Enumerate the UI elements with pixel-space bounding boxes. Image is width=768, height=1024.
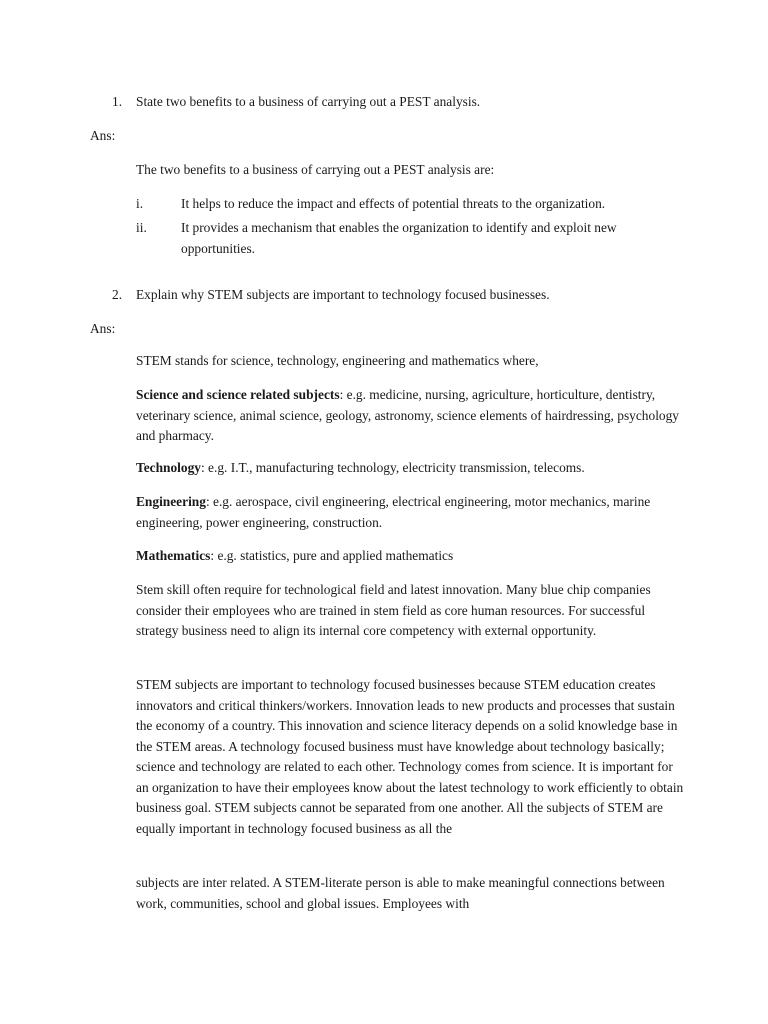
answer-1-label: Ans: [90,128,116,143]
answer-1-point-1-text: It helps to reduce the impact and effects of potential threats to the organization. [181,196,606,211]
definition-science-text: : e.g. medicine, nursing, agriculture, horticulture, dentistry, veterinary science, animal science, geology, astronomy, science elements of hairdressing, psychology and pharmacy. [136,387,679,443]
definition-science [136,385,684,447]
paragraph-inter-related: subjects are inter related. A STEM-literate person is able to make meaningful connections between work, communities, school and global issues. Employees with [136,875,665,911]
definition-engineering [136,492,684,533]
question-1-text: State two benefits to a business of carrying out a PEST analysis. [136,94,481,109]
definition-engineering-term: Engineering [136,494,206,509]
question-1-number: 1. [112,94,123,109]
answer-2-label: Ans: [90,321,116,336]
definition-technology-text: : e.g. I.T., manufacturing technology, electricity transmission, telecoms. [200,460,585,475]
definition-technology [136,458,684,479]
definition-science-term: Science and science related subjects [136,387,340,402]
paragraph-stem-importance: STEM subjects are important to technology focused businesses because STEM education creates innovators and critical thinkers/workers. Innovation leads to new products and processes that sustain the economy of a country. This innovation and science literacy depends on a solid knowledge base in the STEM areas. A technology focused business must have knowledge about technology basically; science and technology are related to each other. Technology comes from science. It is important for an organization to have their employees know about the latest technology to work efficiently to obtain business goal. STEM subjects cannot be separated from one another. All the subjects of STEM are equally important in technology focused business as all the [136,677,684,836]
definition-mathematics-text: : e.g. statistics, pure and applied mathematics [210,548,454,563]
definition-mathematics [136,546,684,567]
definition-technology-term: Technology [136,460,201,475]
definition-engineering-text: : e.g. aerospace, civil engineering, electrical engineering, motor mechanics, marine engineering, power engineering, construction. [136,494,651,530]
definition-mathematics-term: Mathematics [136,548,211,563]
paragraph-stem-skill: Stem skill often require for technological field and latest innovation. Many blue chip companies consider their employees who are trained in stem field as core human resources. For successful strategy business need to align its internal core competency with external opportunity. [136,582,651,638]
question-2-number: 2. [112,287,123,302]
answer-1-intro: The two benefits to a business of carrying out a PEST analysis are: [136,162,495,177]
answer-1-point-2-marker: ii. [136,220,147,235]
answer-1-point-1-marker: i. [136,196,144,211]
answer-2-intro: STEM stands for science, technology, engineering and mathematics where, [136,353,539,368]
answer-1-point-2-text: It provides a mechanism that enables the organization to identify and exploit new opportunities. [181,220,617,256]
question-2-text: Explain why STEM subjects are important to technology focused businesses. [136,287,550,302]
